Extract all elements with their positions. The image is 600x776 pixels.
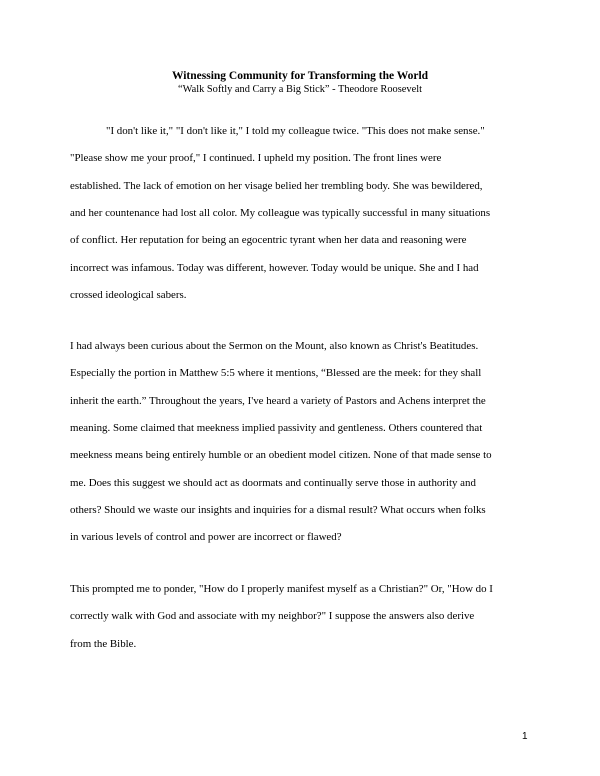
page-number: 1 bbox=[522, 731, 528, 742]
paragraph-line: correctly walk with God and associate with my neighbor?" I suppose the answers also derive bbox=[70, 610, 475, 622]
paragraph-line: incorrect was infamous. Today was different, however. Today would be unique. She and I had bbox=[70, 262, 479, 274]
paragraph-line: "I don't like it," "I don't like it," I told my colleague twice. "This does not make sense." bbox=[106, 125, 485, 137]
paragraph-line: I had always been curious about the Sermon on the Mount, also known as Christ's Beatitudes. bbox=[70, 340, 479, 352]
document-subtitle: “Walk Softly and Carry a Big Stick” - Theodore Roosevelt bbox=[178, 84, 422, 95]
paragraph-line: inherit the earth.” Throughout the years, I've heard a variety of Pastors and Achens interpret the bbox=[70, 395, 486, 407]
paragraph-line: "Please show me your proof," I continued. I upheld my position. The front lines were bbox=[70, 152, 442, 164]
paragraph-line: crossed ideological sabers. bbox=[70, 289, 187, 301]
paragraph-line: meekness means being entirely humble or an obedient model citizen. None of that made sense to bbox=[70, 449, 492, 461]
paragraph-line: in various levels of control and power are incorrect or flawed? bbox=[70, 531, 342, 543]
paragraph-line: others? Should we waste our insights and inquiries for a dismal result? What occurs when folks bbox=[70, 504, 486, 516]
paragraph-line: meaning. Some claimed that meekness implied passivity and gentleness. Others countered that bbox=[70, 422, 483, 434]
paragraph-line: of conflict. Her reputation for being an egocentric tyrant when her data and reasoning were bbox=[70, 234, 467, 246]
paragraph-line: from the Bible. bbox=[70, 638, 137, 650]
paragraph-line: me. Does this suggest we should act as doormats and continually serve those in authority and bbox=[70, 477, 476, 489]
paragraph-line: and her countenance had lost all color. My colleague was typically successful in many situations bbox=[70, 207, 491, 219]
document-title: Witnessing Community for Transforming the World bbox=[171, 70, 429, 82]
paragraph-line: Especially the portion in Matthew 5:5 where it mentions, “Blessed are the meek: for they shall bbox=[70, 367, 482, 379]
paragraph-line: This prompted me to ponder, "How do I properly manifest myself as a Christian?" Or, "How do I bbox=[70, 583, 493, 595]
paragraph-line: established. The lack of emotion on her visage belied her trembling body. She was bewildered, bbox=[70, 180, 483, 192]
